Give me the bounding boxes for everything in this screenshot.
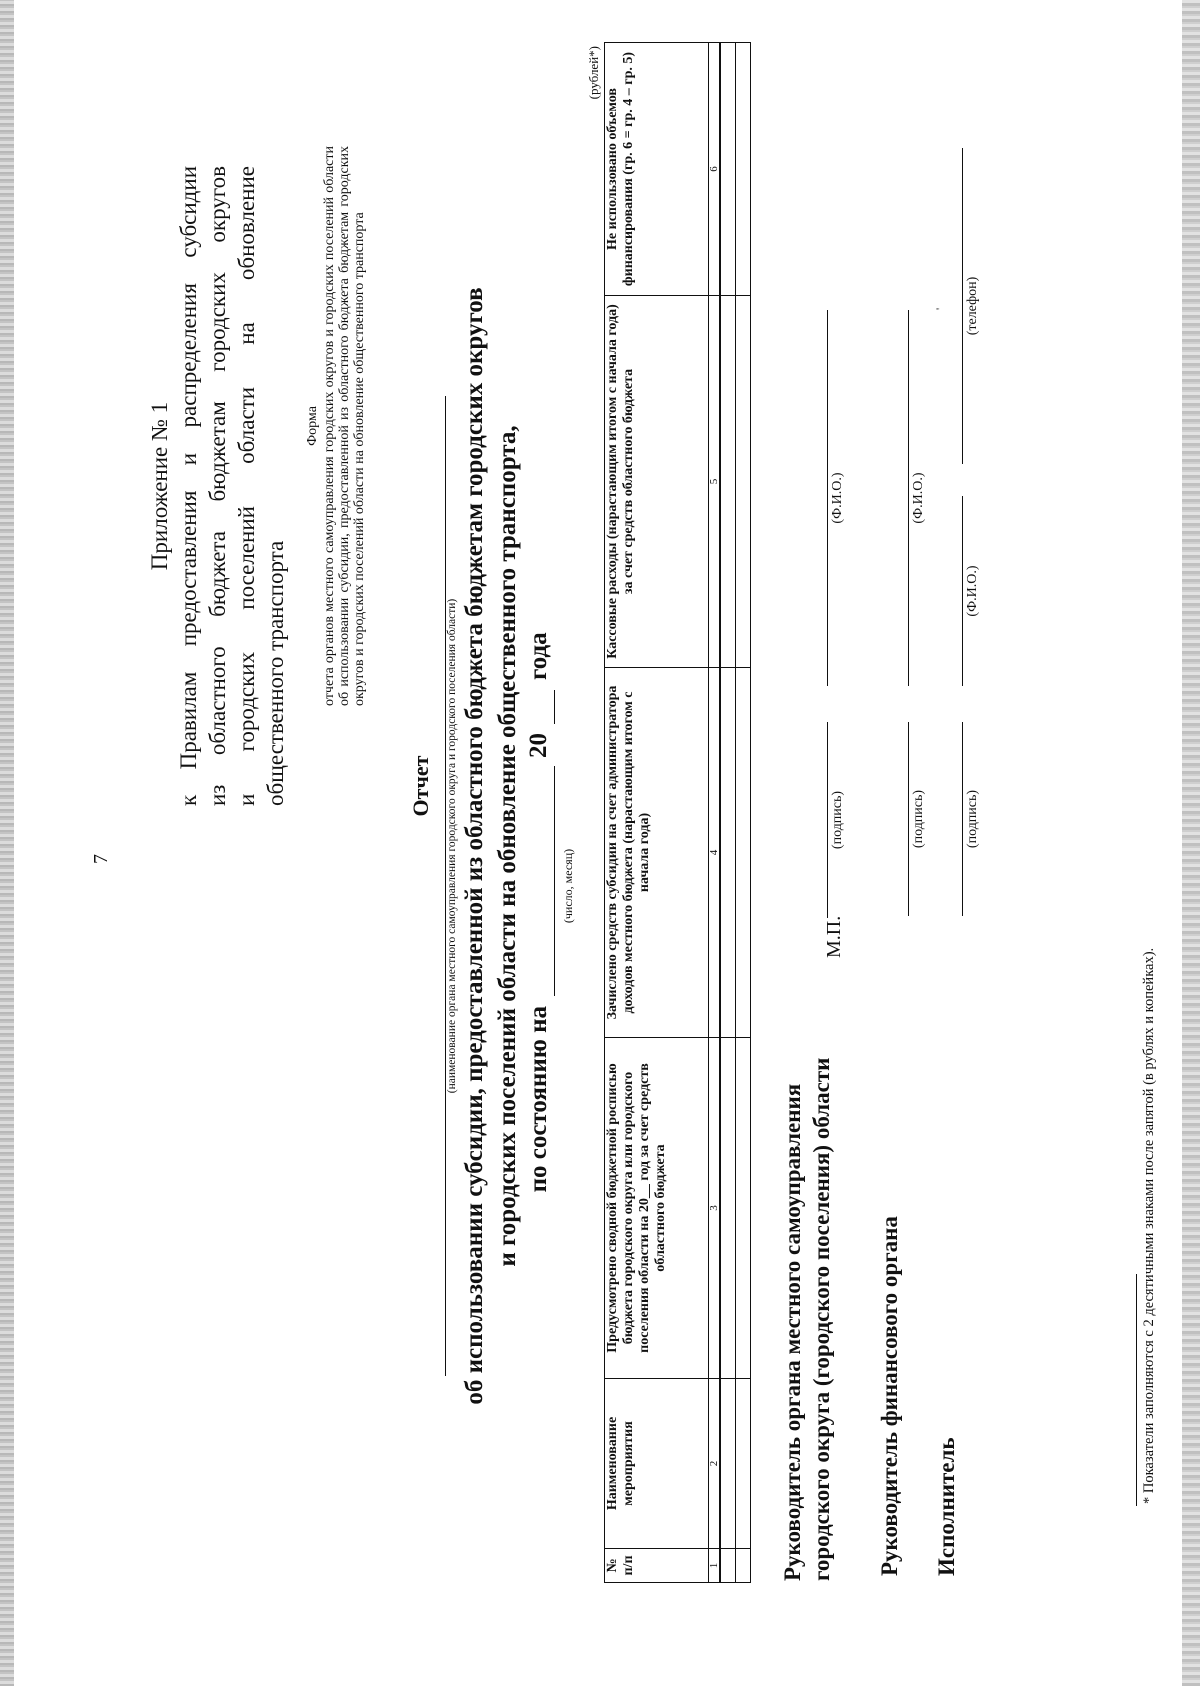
phone-caption: (телефон) — [965, 276, 980, 336]
table-row — [736, 43, 751, 1583]
footnote-separator — [1136, 1274, 1137, 1506]
table-cell — [736, 1549, 751, 1583]
page-number: 7 — [90, 854, 112, 864]
executor-phone-line — [962, 148, 963, 464]
footnote: * Показатели заполняются с 2 десятичными знаками после запятой (в рублях и копейках). — [1141, 947, 1157, 1504]
form-description — [305, 146, 367, 706]
table-cell — [736, 43, 751, 296]
date-caption: (число, месяц) — [561, 848, 575, 924]
table-cell — [736, 296, 751, 668]
column-number: 1 — [709, 1549, 721, 1583]
date-blank-line — [554, 766, 555, 996]
name-caption: (Ф.И.О.) — [965, 565, 980, 617]
stamp-placeholder: М.П. — [823, 915, 845, 958]
org-name-caption: (наименование органа местного самоуправления городского округа и городского поселения области) — [446, 598, 458, 1094]
appendix-header — [145, 166, 290, 806]
header-unused: Не использовано объемов финансирования (гр. 6 = гр. 4 – гр. 5) — [605, 43, 709, 296]
column-number: 5 — [709, 296, 721, 668]
table-cell — [736, 668, 751, 1038]
appendix-title: Приложение № 1 — [147, 401, 172, 571]
head-name-line — [827, 310, 828, 686]
table-cell — [720, 43, 736, 296]
header-activity-name: Наименование мероприятия — [605, 1379, 709, 1549]
head-title-line-1: Руководитель органа местного самоуправления — [780, 1083, 805, 1581]
signature-caption: (подпись) — [965, 789, 980, 849]
table-cell — [736, 1038, 751, 1379]
header-cash-expenses: Кассовые расходы (нарастающим итогом с начала года) за счет средств областного бюджета — [605, 296, 709, 668]
column-number: 6 — [709, 43, 721, 296]
scan-mark: ' — [933, 307, 947, 310]
report-subtitle — [458, 66, 524, 1626]
date-prefix: по состоянию на — [525, 1006, 552, 1193]
date-year-suffix: года — [525, 632, 552, 680]
appendix-line-1: к Правилам предоставления и распределения субсидии — [176, 166, 201, 806]
head-signature-line — [827, 722, 828, 918]
finance-name-line — [908, 310, 909, 686]
appendix-line-3: и городских поселений области на обновление — [234, 166, 259, 806]
executor-title: Исполнитель — [934, 1437, 959, 1576]
finance-signature-line — [908, 722, 909, 916]
name-caption: (Ф.И.О.) — [911, 472, 926, 524]
column-number-row — [709, 43, 721, 1583]
header-planned: Предусмотрено сводной бюджетной росписью бюджета городского округа или городского поселения области на 20__ год за счет средств областного бюджета — [605, 1038, 709, 1379]
appendix-line-4: общественного транспорта — [263, 540, 288, 806]
appendix-line-2: из областного бюджета бюджетам городских округов — [205, 166, 230, 806]
form-label: Форма — [305, 406, 320, 446]
table-cell — [720, 296, 736, 668]
table-cell — [720, 1379, 736, 1549]
column-number: 3 — [709, 1038, 721, 1379]
executor-signature-line — [962, 722, 963, 916]
form-text: отчета органов местного самоуправления городских округов и городских поселений области об использовании субсидии, предоставленной из областного бюджета бюджетам городских округов и городских поселений области на обновление общественного транспорта — [322, 146, 367, 706]
executor-name-line — [962, 496, 963, 686]
signature-caption: (подпись) — [830, 790, 845, 850]
report-subtitle-line-1: об использовании субсидии, предоставленной из областного бюджета бюджетам городских округов — [461, 287, 488, 1405]
column-number: 2 — [709, 1379, 721, 1549]
header-credited: Зачислено средств субсидии на счет администратора доходов местного бюджета (нарастающим итогом с начала года) — [605, 668, 709, 1038]
table-row — [720, 43, 736, 1583]
report-title: Отчет — [408, 755, 433, 817]
header-number: № п/п — [605, 1549, 709, 1583]
report-table — [604, 42, 751, 1583]
column-number: 4 — [709, 668, 721, 1038]
table-cell — [720, 1038, 736, 1379]
date-year-prefix: 20 — [525, 733, 552, 758]
name-caption: (Ф.И.О.) — [830, 472, 845, 524]
table-header-row — [605, 43, 709, 1583]
table-cell — [736, 1379, 751, 1549]
year-blank-line — [554, 690, 555, 724]
units-note: (рублей*) — [586, 46, 601, 100]
head-title-line-2: городского округа (городского поселения) области — [809, 1057, 834, 1581]
table-cell — [720, 1549, 736, 1583]
signature-caption: (подпись) — [911, 789, 926, 849]
report-subtitle-line-2: и городских поселений области на обновление общественного транспорта, — [494, 425, 521, 1267]
finance-head-title: Руководитель финансового органа — [877, 1216, 902, 1576]
report-date-line — [525, 386, 559, 1386]
table-cell — [720, 668, 736, 1038]
